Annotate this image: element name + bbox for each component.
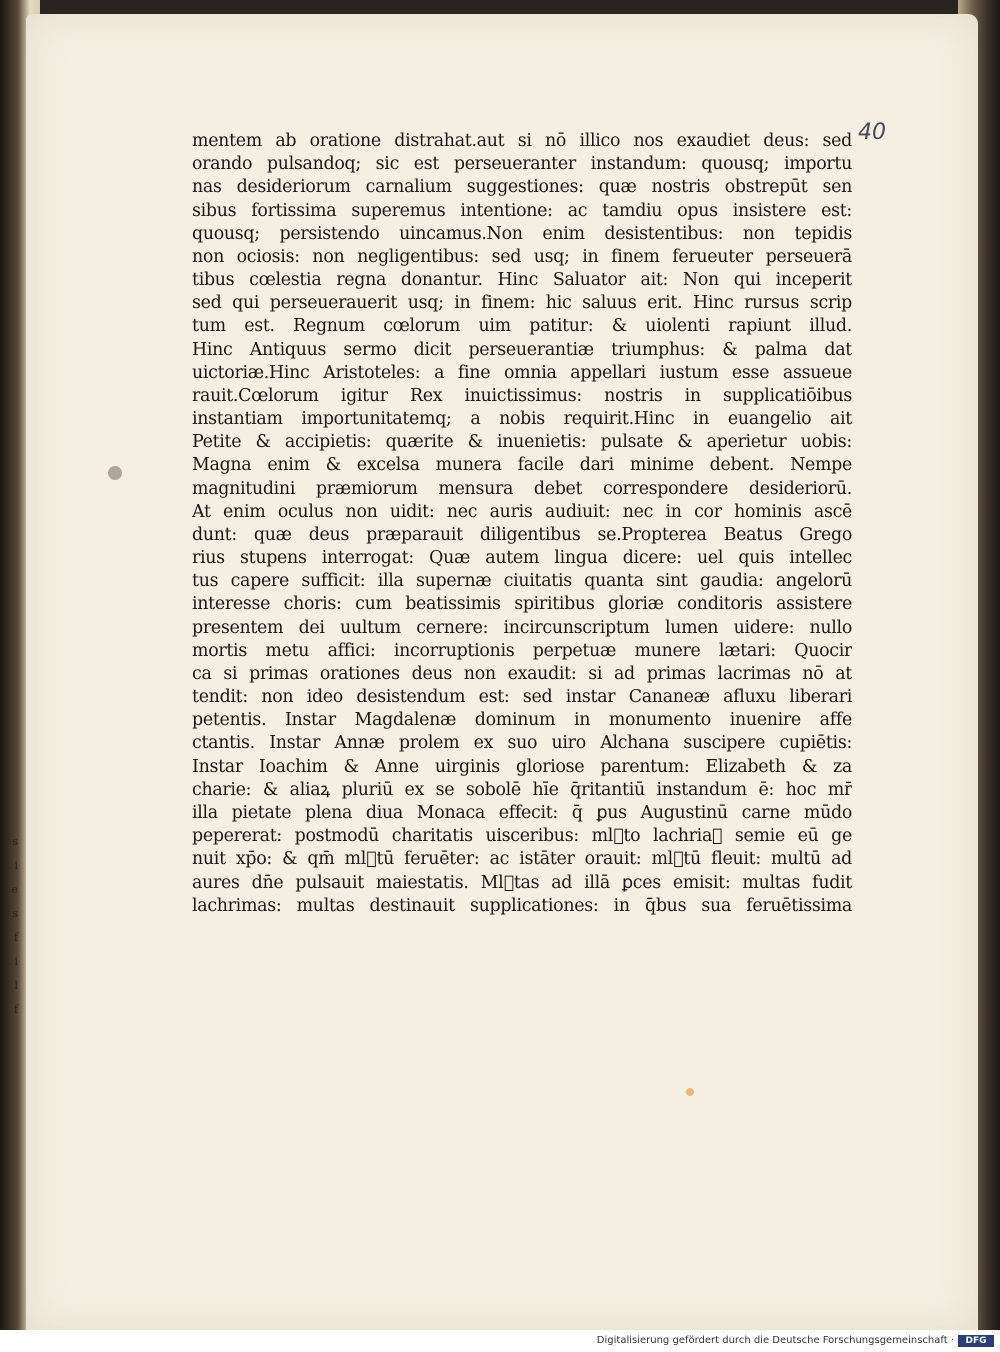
text-line: instantiam importunitatemq; a nobis requirit.Hinc in euangelio ait [192,409,852,430]
text-line: quousq; persistendo uincamus.Non enim desistentibus: non tepidis [192,223,852,244]
text-line: Magna enim & excelsa munera facile dari minime debent. Nempe [192,455,852,476]
text-line: ca si primas orationes deus non exaudit: si ad primas lacrimas nō at [192,663,852,684]
text-line: Petite & accipietis: quærite & inuenietis: pulsate & aperietur uobis: [192,432,852,453]
text-line: tus capere sufficit: illa supernæ ciuitatis quanta sint gaudia: angelorū [192,571,852,592]
text-line: sibus fortissima superemus intentione: ac tamdiu opus insistere est: [192,200,852,221]
text-line: magnitudini præmiorum mensura debet correspondere desideriorū. [192,478,852,499]
facing-page-fragment: s [12,907,18,920]
ink-smudge [108,466,122,480]
text-line: tum est. Regnum cœlorum uim patitur: & uiolenti rapiunt illud. [192,316,852,337]
text-line: petentis. Instar Magdalenæ dominum in monumento inuenire affe [192,710,852,731]
orange-stain [686,1088,694,1096]
text-line: charie: & aliaꝝ pluriū ex se sobolē hīe q̄ritantiū instandum ē: hoc mr̄ [192,779,852,800]
text-line: illa pietate plena diua Monaca effecit: q̄ ꝑus Augustinū carne mūdo [192,802,852,823]
facing-page-fragment: l [14,979,18,992]
text-line: Hinc Antiquus sermo dicit perseuerantiæ triumphus: & palma dat [192,339,852,360]
text-line: tibus cœlestia regna donantur. Hinc Saluator ait: Non qui inceperit [192,270,852,291]
text-line: aures dn̄e pulsauit maiestatis. Mlᷣtas ad illā ꝑces emisit: multas fudit [192,872,852,893]
facing-page-fragment: f [13,931,18,944]
text-line: At enim oculus non uidit: nec auris audiuit: nec in cor hominis ascē [192,501,852,522]
text-line: uictoriæ.Hinc Aristoteles: a fine omnia appellari iustum esse assueue [192,362,852,383]
funding-credit: Digitalisierung gefördert durch die Deutsche Forschungsgemeinschaft · [596,1335,954,1346]
dfg-logo: DFG [958,1335,994,1347]
text-line: mentem ab oratione distrahat.aut si nō illico nos exaudiet deus: sed [192,131,852,151]
text-line: interesse choris: cum beatissimis spiritibus gloriæ conditoris assistere [192,594,852,615]
text-line: orando pulsandoq; sic est perseueranter instandum: quousq; importu [192,154,852,175]
text-line: sed qui perseuerauerit usq; in finem: hic saluus erit. Hinc rursus scrip [192,293,852,314]
text-line: mortis metu affici: incorruptionis perpetuæ munere lætari: Quocir [192,640,852,661]
handwritten-folio-number: 40 [858,120,886,145]
text-line: nuit xp̄o: & qm̄ mlᷣtū feruēter: ac istāter orauit: mlᷣtū fleuit: multū ad [192,849,852,870]
facing-page-fragment: f [13,1003,18,1016]
facing-page-fragment: s [12,835,18,848]
text-line: Instar Ioachim & Anne uirginis gloriose parentum: Elizabeth & za [192,756,852,777]
text-line: presentem dei uultum cernere: incircunscriptum lumen uidere: nullo [192,617,852,638]
text-line: pepererat: postmodū charitatis uisceribus: mlᷣto lachriaꝝ semie eū ge [192,826,852,847]
text-line: dunt: quæ deus præparauit diligentibus se.Propterea Beatus Grego [192,524,852,545]
text-line: ctantis. Instar Annæ prolem ex suo uiro Alchana suscipere cupiētis: [192,733,852,754]
facing-page-fragment: i [14,955,18,968]
text-line: nas desideriorum carnalium suggestiones: quæ nostris obstrepūt sen [192,177,852,198]
facing-page-text-fragments [4,830,18,1110]
facing-page-fragment: i [14,859,18,872]
text-line: rauit.Cœlorum igitur Rex inuictissimus: nostris in supplicatiōibus [192,385,852,406]
text-line: lachrimas: multas destinauit supplicationes: in q̄bus sua feruētissima [192,895,852,916]
book-page [26,14,978,1330]
facing-page-fragment: e [11,883,18,896]
text-line: rius stupens interrogat: Quæ autem lingua dicere: uel quis intellec [192,548,852,569]
text-line: non ociosis: non negligentibus: sed usq; in finem ferueuter perseuerā [192,246,852,267]
text-line: tendit: non ideo desistendum est: sed instar Cananeæ afluxu liberari [192,687,852,708]
printed-text-block [192,130,852,918]
